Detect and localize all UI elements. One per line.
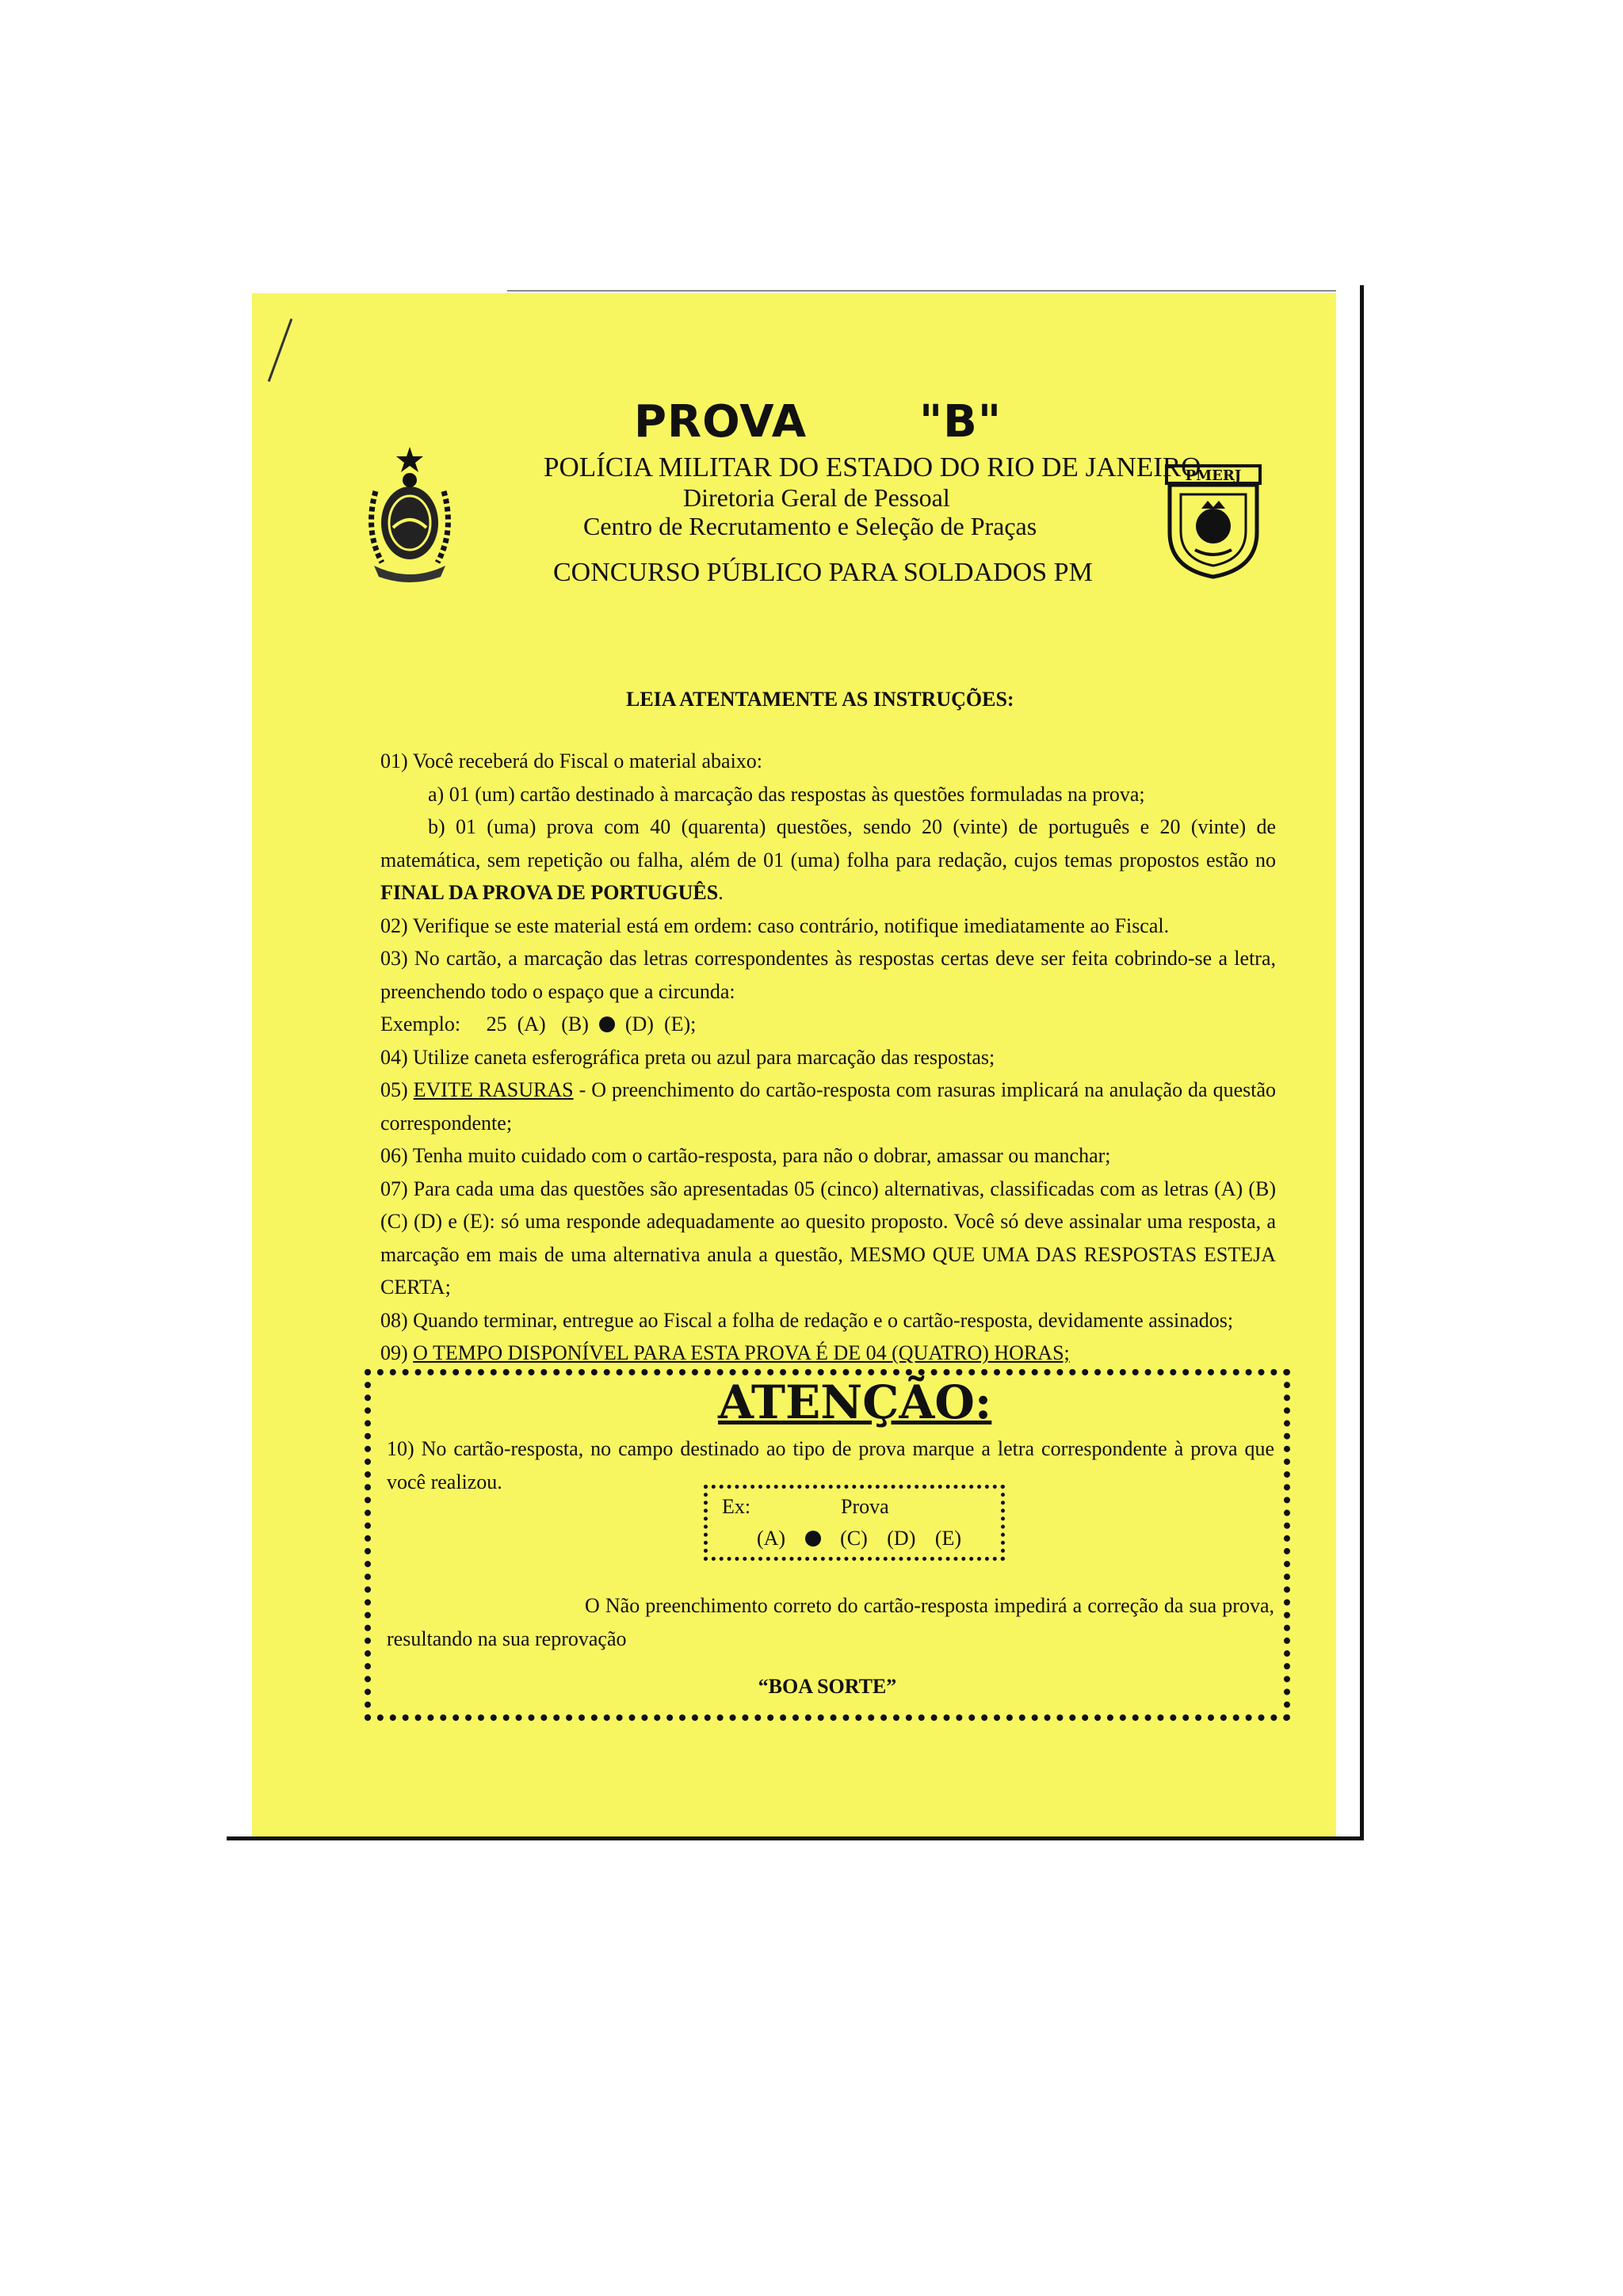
instruction-03: 03) No cartão, a marcação das letras correspondentes às respostas certas deve ser feita cobrindo-se a letra, preenchendo todo o espaço que a circunda:: [380, 947, 1276, 1003]
example-type-a: (A): [757, 1527, 786, 1550]
instruction-01: 01) Você receberá do Fiscal o material abaixo:: [380, 749, 763, 772]
marking-example: [380, 1008, 1276, 1041]
instruction-09: [380, 1337, 1276, 1370]
instructions-list: [380, 745, 1276, 1370]
instructions-heading: LEIA ATENTAMENTE AS INSTRUÇÕES:: [626, 688, 1014, 711]
prova-type-example: [704, 1485, 1005, 1561]
department-name: Diretoria Geral de Pessoal: [683, 483, 950, 512]
exam-title-text: PROVA: [634, 396, 808, 448]
example-type-e: (E): [934, 1527, 962, 1550]
instruction-09-underlined: O TEMPO DISPONÍVEL PARA ESTA PROVA É DE 04 (QUATRO) HORAS;: [413, 1341, 1070, 1364]
filled-bubble-icon: [599, 1016, 615, 1032]
contest-name: CONCURSO PÚBLICO PARA SOLDADOS PM: [553, 558, 1093, 587]
instruction-05: [380, 1074, 1276, 1139]
example-option-d: (D): [624, 1013, 654, 1035]
example-label: Exemplo:: [380, 1013, 461, 1035]
instruction-05-text: - O preenchimento do cartão-resposta com rasuras implicará na anulação da questão correspondente;: [380, 1078, 1276, 1135]
example-option-e: (E);: [663, 1013, 697, 1035]
scan-top-edge: [507, 290, 1336, 292]
instruction-07: 07) Para cada uma das questões são apresentadas 05 (cinco) alternativas, classificadas com as letras (A) (B) (C) (D) e (E): só uma responde adequadamente ao quesito proposto. Você só deve assinalar uma resposta, a marcação em mais de uma alternativa anula a questão, MESMO QUE UMA DAS RESPOSTAS ESTEJA CERTA;: [380, 1177, 1276, 1299]
warning-text: [387, 1589, 1274, 1656]
scan-right-edge: [1360, 285, 1364, 1840]
good-luck-text: “BOA SORTE”: [758, 1675, 897, 1698]
instruction-01b: b) 01 (uma) prova com 40 (quarenta) questões, sendo 20 (vinte) de português e 20 (vinte) de matemática, sem repetição ou falha, além de 01 (uma) folha para redação, cujos temas propostos estão no FINAL DA PROVA DE PORTUGUÊS.: [380, 815, 1276, 904]
example-number: 25: [486, 1013, 507, 1035]
example-ex-label: Ex:: [722, 1495, 751, 1518]
example-prova-label: Prova: [841, 1495, 889, 1518]
institution-name: POLÍCIA MILITAR DO ESTADO DO RIO DE JANEIRO: [544, 452, 1201, 482]
instruction-09-number: 09): [380, 1341, 408, 1364]
pmerj-emblem-text: PMERJ: [1185, 467, 1242, 484]
instruction-01a: a) 01 (um) cartão destinado à marcação das respostas às questões formuladas na prova;: [428, 782, 1145, 806]
attention-heading: ATENÇÃO:: [718, 1375, 992, 1429]
instruction-06: 06) Tenha muito cuidado com o cartão-resposta, para não o dobrar, amassar ou manchar;: [380, 1144, 1111, 1167]
example-type-c: (C): [840, 1527, 868, 1550]
instruction-04: 04) Utilize caneta esferográfica preta ou azul para marcação das respostas;: [380, 1045, 995, 1069]
instruction-10: 10) No cartão-resposta, no campo destinado ao tipo de prova marque a letra correspondente à prova que você realizou.: [387, 1437, 1274, 1493]
instruction-05-number: 05): [380, 1078, 408, 1101]
example-options: [757, 1527, 976, 1550]
center-name: Centro de Recrutamento e Seleção de Praças: [583, 512, 1037, 540]
example-type-d: (D): [887, 1527, 916, 1550]
attention-box: [365, 1369, 1290, 1721]
example-option-b: (B): [561, 1013, 589, 1035]
scan-bottom-edge: [227, 1836, 1364, 1840]
state-coat-of-arms-icon: [358, 444, 461, 586]
instruction-02: 02) Verifique se este material está em ordem: caso contrário, notifique imediatamente ao Fiscal.: [380, 913, 1170, 937]
filled-bubble-icon: [805, 1531, 821, 1547]
instruction-01b-bold: FINAL DA PROVA DE PORTUGUÊS: [380, 881, 719, 904]
instruction-08: 08) Quando terminar, entregue ao Fiscal a folha de redação e o cartão-resposta, devidamente assinados;: [380, 1308, 1234, 1332]
warning-paragraph: O Não preenchimento correto do cartão-resposta impedirá a correção da sua prova, resultando na sua reprovação: [387, 1594, 1274, 1650]
exam-version-letter: "B": [919, 396, 1002, 448]
instruction-01b-text: b) 01 (uma) prova com 40 (quarenta) questões, sendo 20 (vinte) de português e 20 (vinte) de matemática, sem repetição ou falha, além de 01 (uma) folha para redação, cujos temas propostos estão no: [380, 815, 1276, 871]
instruction-05-underlined: EVITE RASURAS: [413, 1078, 574, 1101]
example-option-a: (A): [517, 1013, 546, 1035]
